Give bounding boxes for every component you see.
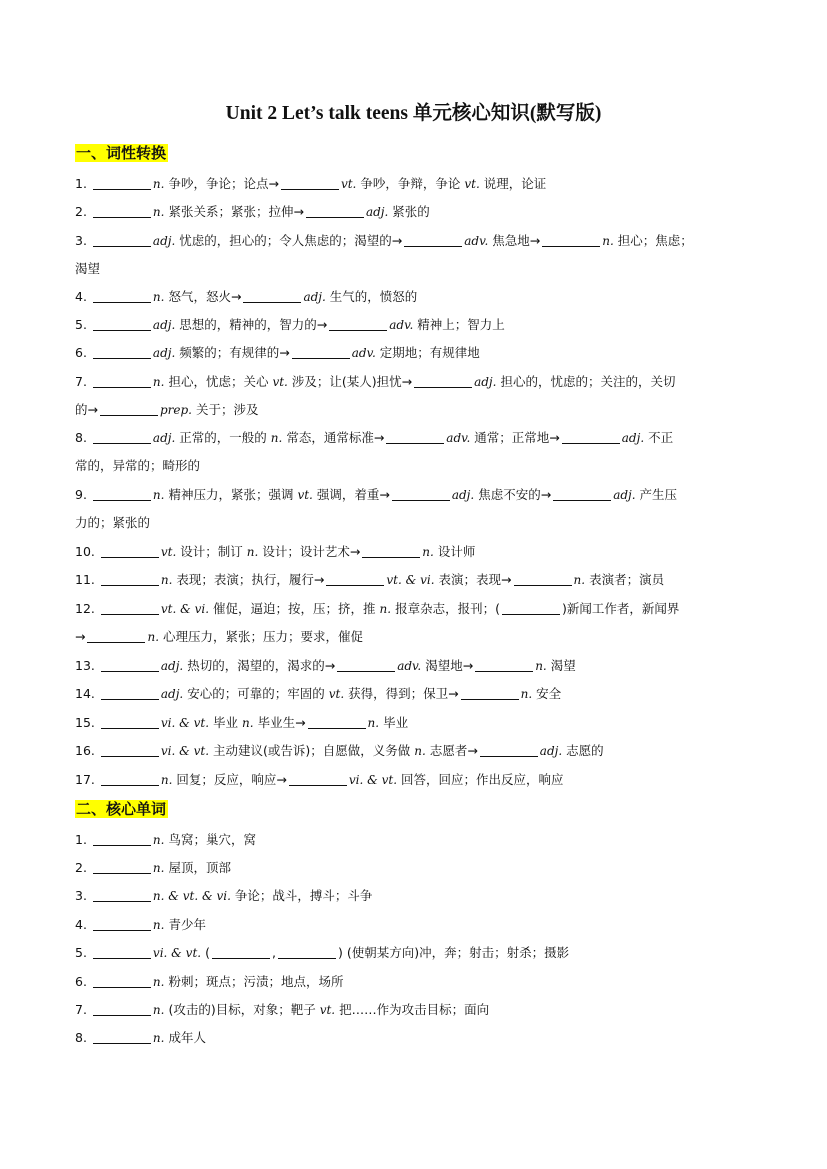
list-item: 15. vi. & vt. 毕业 n. 毕业生→ n. 毕业 — [75, 715, 409, 730]
list-item: 8. adj. 正常的，一般的 n. 常态，通常标准→ adv. 通常；正常地→ adj. 不正 常的，异常的；畸形的 — [75, 430, 674, 473]
list-item: 3. adj. 忧虑的，担心的；令人焦虑的；渴望的→ adv. 焦急地→ n. 担心；焦虑； 渴望 — [75, 233, 693, 276]
answer-blank[interactable] — [93, 317, 151, 331]
list-item: 1. n. 鸟窝；巢穴，窝 — [75, 832, 256, 847]
answer-blank[interactable] — [289, 772, 347, 786]
answer-blank[interactable] — [461, 686, 519, 700]
answer-blank[interactable] — [93, 233, 151, 247]
list-item: 4. n. 怒气，怒火→ adj. 生气的，愤怒的 — [75, 289, 418, 304]
answer-blank[interactable] — [475, 658, 533, 672]
answer-blank[interactable] — [414, 374, 472, 388]
list-item: 9. n. 精神压力，紧张；强调 vt. 强调，着重→ adj. 焦虑不安的→ adj. 产生压 力的；紧张的 — [75, 487, 678, 530]
list-item: 4. n. 青少年 — [75, 917, 206, 932]
list-item: 12. vt. & vi. 催促，逼迫；按，压；挤，推 n. 报章杂志，报刊；( )新闻工作者，新闻界 → n. 心理压力，紧张；压力；要求，催促 — [75, 601, 680, 644]
answer-blank[interactable] — [306, 204, 364, 218]
list-item: 5. adj. 思想的，精神的，智力的→ adv. 精神上；智力上 — [75, 317, 505, 332]
answer-blank[interactable] — [337, 658, 395, 672]
answer-blank[interactable] — [562, 430, 620, 444]
answer-blank[interactable] — [93, 1002, 151, 1016]
answer-blank[interactable] — [93, 860, 151, 874]
answer-blank[interactable] — [93, 176, 151, 190]
answer-blank[interactable] — [329, 317, 387, 331]
page-title: Unit 2 Let’s talk teens 单元核心知识(默写版) — [225, 103, 602, 124]
answer-blank[interactable] — [93, 204, 151, 218]
answer-blank[interactable] — [480, 743, 538, 757]
answer-blank[interactable] — [93, 289, 151, 303]
answer-blank[interactable] — [101, 715, 159, 729]
list-item: 16. vi. & vt. 主动建议(或告诉)；自愿做，义务做 n. 志愿者→ adj. 志愿的 — [75, 743, 604, 758]
answer-blank[interactable] — [93, 917, 151, 931]
answer-blank[interactable] — [101, 743, 159, 757]
list-item: 7. n. 担心，忧虑；关心 vt. 涉及；让(某人)担忧→ adj. 担心的，忧虑的；关注的，关切 的→ prep. 关于；涉及 — [75, 374, 676, 417]
answer-blank[interactable] — [93, 487, 151, 501]
answer-blank[interactable] — [93, 345, 151, 359]
answer-blank[interactable] — [101, 572, 159, 586]
list-item: 11. n. 表现；表演；执行，履行→ vt. & vi. 表演；表现→ n. 表演者；演员 — [75, 572, 665, 587]
answer-blank[interactable] — [93, 945, 151, 959]
answer-blank[interactable] — [542, 233, 600, 247]
list-item: 7. n. (攻击的)目标，对象；靶子 vt. 把……作为攻击目标；面向 — [75, 1002, 490, 1017]
answer-blank[interactable] — [101, 601, 159, 615]
answer-blank[interactable] — [93, 1030, 151, 1044]
answer-blank[interactable] — [278, 945, 336, 959]
answer-blank[interactable] — [362, 544, 420, 558]
answer-blank[interactable] — [292, 345, 350, 359]
answer-blank[interactable] — [93, 888, 151, 902]
answer-blank[interactable] — [502, 601, 560, 615]
list-item: 8. n. 成年人 — [75, 1030, 206, 1045]
answer-blank[interactable] — [326, 572, 384, 586]
answer-blank[interactable] — [101, 686, 159, 700]
answer-blank[interactable] — [404, 233, 462, 247]
answer-blank[interactable] — [93, 974, 151, 988]
list-item: 14. adj. 安心的；可靠的；牢固的 vt. 获得，得到；保卫→ n. 安全 — [75, 686, 562, 701]
answer-blank[interactable] — [101, 658, 159, 672]
answer-blank[interactable] — [243, 289, 301, 303]
answer-blank[interactable] — [93, 832, 151, 846]
section-heading-core-words: 二、核心单词 — [76, 800, 167, 818]
answer-blank[interactable] — [87, 629, 145, 643]
list-item: 6. n. 粉刺；斑点；污渍；地点，场所 — [75, 974, 344, 989]
section-heading-word-forms: 一、词性转换 — [76, 144, 167, 162]
list-item: 13. adj. 热切的，渴望的，渴求的→ adv. 渴望地→ n. 渴望 — [75, 658, 576, 673]
answer-blank[interactable] — [308, 715, 366, 729]
answer-blank[interactable] — [101, 772, 159, 786]
answer-blank[interactable] — [101, 544, 159, 558]
list-item: 6. adj. 频繁的；有规律的→ adv. 定期地；有规律地 — [75, 345, 480, 360]
list-item: 2. n. 紧张关系；紧张；拉伸→ adj. 紧张的 — [75, 204, 430, 219]
answer-blank[interactable] — [281, 176, 339, 190]
list-item: 17. n. 回复；反应，响应→ vi. & vt. 回答，回应；作出反应，响应 — [75, 772, 564, 787]
list-item: 5. vi. & vt. ( , ) (使朝某方向)冲，奔；射击；射杀；摄影 — [75, 945, 570, 960]
list-item: 3. n. & vt. & vi. 争论；战斗，搏斗；斗争 — [75, 888, 373, 903]
answer-blank[interactable] — [212, 945, 270, 959]
answer-blank[interactable] — [392, 487, 450, 501]
list-item: 1. n. 争吵，争论；论点→ vt. 争吵，争辩，争论 vt. 说理，论证 — [75, 176, 547, 191]
answer-blank[interactable] — [93, 374, 151, 388]
list-item: 2. n. 屋顶，顶部 — [75, 860, 231, 875]
answer-blank[interactable] — [100, 402, 158, 416]
list-item: 10. vt. 设计；制订 n. 设计；设计艺术→ n. 设计师 — [75, 544, 476, 559]
answer-blank[interactable] — [386, 430, 444, 444]
answer-blank[interactable] — [514, 572, 572, 586]
answer-blank[interactable] — [93, 430, 151, 444]
answer-blank[interactable] — [553, 487, 611, 501]
